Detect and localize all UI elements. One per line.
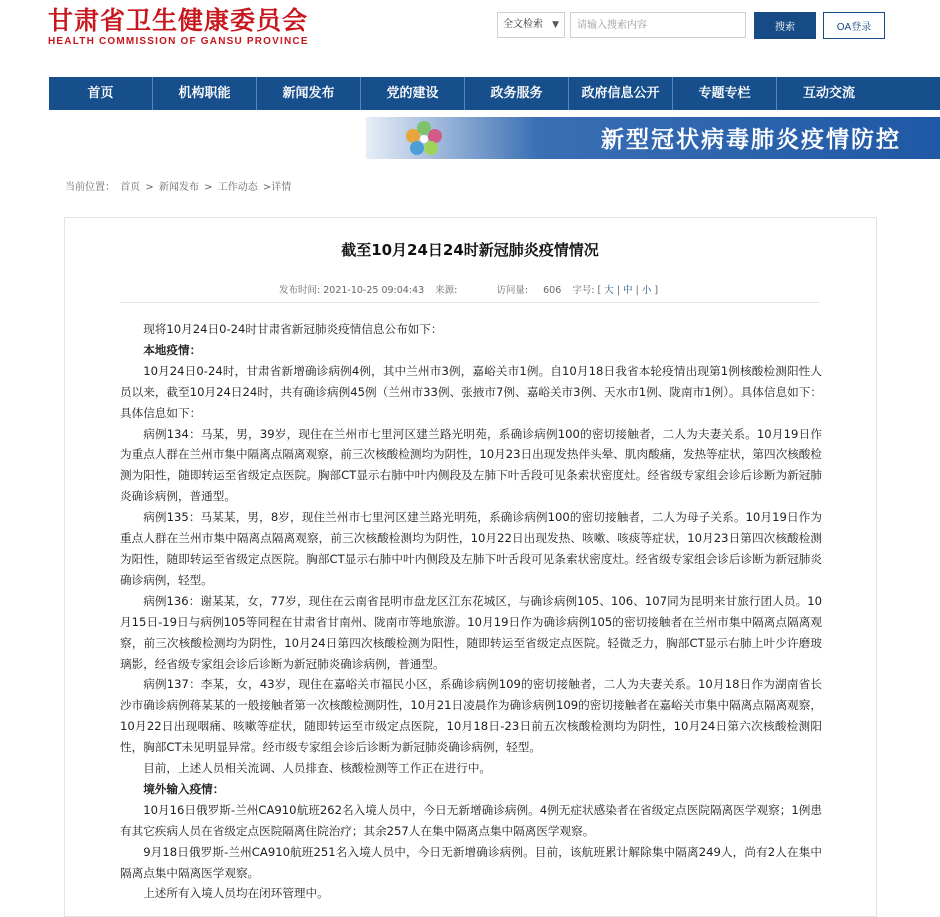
flower-logo-icon — [394, 119, 454, 157]
logo-title-en: HEALTH COMMISSION OF GANSU PROVINCE — [48, 36, 309, 47]
nav-item-party[interactable]: 党的建设 — [361, 77, 465, 110]
breadcrumb-label: 当前位置： — [65, 182, 115, 193]
fontsize-label: 字号: — [572, 285, 595, 296]
section-heading-imported: 境外输入疫情： — [143, 781, 225, 796]
paragraph: 10月24日0-24时，甘肃省新增确诊病例4例，其中兰州市3例，嘉峪关市1例。自10月18日我省本轮疫情出现第1例核酸检测阳性人员以来，截至10月24日24时，共有确诊病例45例（兰州市33例、张掖市7例、嘉峪关市3例、天水市1例、陇南市1例）。具体信息如下：具体信息如下： — [120, 363, 822, 420]
breadcrumb — [65, 178, 293, 193]
paragraph: 9月18日俄罗斯-兰州CA910航班251名入境人员中，今日无新增确诊病例。目前，该航班累计解除集中隔离249人，尚有2人在集中隔离点集中隔离医学观察。 — [120, 844, 822, 880]
chevron-down-icon: ▼ — [552, 20, 559, 30]
search-type-value: 全文检索 — [503, 19, 543, 30]
nav-item-home[interactable]: 首页 — [49, 77, 153, 110]
logo-title-cn: 甘肃省卫生健康委员会 — [48, 6, 309, 35]
paragraph: 病例137：李某，女，43岁，现住在嘉峪关市福民小区，系确诊病例109的密切接触者，二人为夫妻关系。10月18日作为湖南省长沙市确诊病例蒋某某的一般接触者第一次核酸检测阴性，10月21日凌晨作为确诊病例109的密切接触者在嘉峪关市集中隔离点隔离观察，10月22日出现咽痛、咳嗽等症状，随即转运至市级定点医院，10月18日-23日前五次核酸检测均为阴性，10月24日第六次核酸检测阳性，胸部CT未见明显异常。经市级专家组会诊后诊断为新冠肺炎确诊病例，轻型。 — [120, 677, 822, 755]
breadcrumb-news[interactable]: 新闻发布 — [158, 182, 199, 193]
covid-banner[interactable] — [366, 117, 940, 159]
published-value: 2021-10-25 09:04:43 — [323, 285, 425, 296]
paragraph: 病例135：马某某，男，8岁，现住兰州市七里河区建兰路光明苑，系确诊病例100的密切接触者，二人为母子关系。10月19日作为重点人群在兰州市集中隔离点隔离观察，前三次核酸检测均为阴性，10月22日出现发热、咳嗽、咳痰等症状，10月23日第四次核酸检测为阳性，随即转运至省级定点医院。胸部CT显示右肺中叶内侧段及左肺下叶舌段可见条索状密度灶。经省级专家组会诊后诊断为新冠肺炎确诊病例，轻型。 — [120, 510, 822, 587]
paragraph: 10月16日俄罗斯-兰州CA910航班262名入境人员中，今日无新增确诊病例。4例无症状感染者在省级定点医院隔离医学观察；1例患有其它疾病人员在省级定点医院隔离住院治疗；其余257人在集中隔离点集中隔离医学观察。 — [120, 802, 822, 838]
visits-label: 访问量: — [496, 285, 529, 296]
fontsize-medium[interactable]: 中 — [623, 285, 633, 296]
breadcrumb-separator: > — [145, 182, 154, 193]
source-label: 来源: — [435, 285, 458, 296]
article-meta — [279, 282, 658, 296]
breadcrumb-work[interactable]: 工作动态 — [217, 182, 258, 193]
nav-item-interaction[interactable]: 互动交流 — [802, 86, 855, 101]
nav-item-news[interactable]: 新闻发布 — [257, 77, 361, 110]
site-logo[interactable] — [48, 6, 309, 47]
article-body — [120, 319, 822, 904]
article-title: 截至10月24日24时新冠肺炎疫情情况 — [341, 241, 599, 259]
search-button[interactable]: 搜索 — [754, 12, 816, 39]
visits-value: 606 — [543, 285, 562, 296]
nav-item-topics[interactable]: 专题专栏 — [673, 77, 777, 110]
search-input[interactable] — [570, 12, 746, 38]
fontsize-switcher: [ 大 | 中 | 小 ] — [597, 285, 659, 296]
breadcrumb-current: >详情 — [262, 182, 292, 193]
search-type-select[interactable] — [497, 12, 565, 38]
nav-item-disclosure[interactable]: 政府信息公开 — [569, 77, 673, 110]
breadcrumb-home[interactable]: 首页 — [120, 182, 141, 193]
oa-login-button[interactable]: OA登录 — [823, 12, 885, 39]
banner-title: 新型冠状病毒肺炎疫情防控 — [601, 127, 901, 153]
fontsize-small[interactable]: 小 — [641, 285, 652, 296]
meta-divider — [120, 302, 820, 303]
paragraph: 上述所有入境人员均在闭环管理中。 — [143, 886, 329, 901]
nav-item-services[interactable]: 政务服务 — [465, 77, 569, 110]
paragraph: 目前，上述人员相关流调、人员排查、核酸检测等工作正在进行中。 — [143, 761, 492, 776]
main-nav — [49, 77, 940, 110]
nav-item-functions[interactable]: 机构职能 — [153, 77, 257, 110]
paragraph: 现将10月24日0-24时甘肃省新冠肺炎疫情信息公布如下： — [143, 322, 443, 336]
section-heading-local: 本地疫情： — [143, 342, 202, 357]
fontsize-large[interactable]: 大 — [604, 285, 614, 296]
paragraph: 病例134：马某，男，39岁，现住在兰州市七里河区建兰路光明苑，系确诊病例100的密切接触者，二人为夫妻关系。10月19日作为重点人群在兰州市集中隔离点隔离观察，前三次核酸检测均为阴性，10月23日出现发热伴头晕、肌肉酸痛，发热等症状，第四次核酸检测为阳性，随即转运至省级定点医院。胸部CT显示右肺中叶内侧段及左肺下叶舌段可见条索状密度灶。经省级专家组会诊后诊断为新冠肺炎确诊病例，普通型。 — [120, 426, 822, 504]
published-label: 发布时间: — [279, 285, 321, 296]
nav-item-interaction-overflow[interactable]: 互动交流 — [75, 120, 128, 135]
paragraph: 病例136：谢某某，女，77岁，现住在云南省昆明市盘龙区江东花城区，与确诊病例105、106、107同为昆明来甘旅行团人员。10月15日-19日与病例105等同程在甘肃省甘南州、陇南市等地旅游。10月19日作为确诊病例105的密切接触者在兰州市集中隔离点隔离观察，前三次核酸检测均为阴性，10月24日第四次核酸检测为阳性，随即转运至省级定点医院。轻微乏力，胸部CT显示右肺上叶少许磨玻璃影，经省级专家组会诊后诊断为新冠肺炎确诊病例，普通型。 — [120, 593, 822, 671]
breadcrumb-separator: > — [204, 182, 213, 193]
